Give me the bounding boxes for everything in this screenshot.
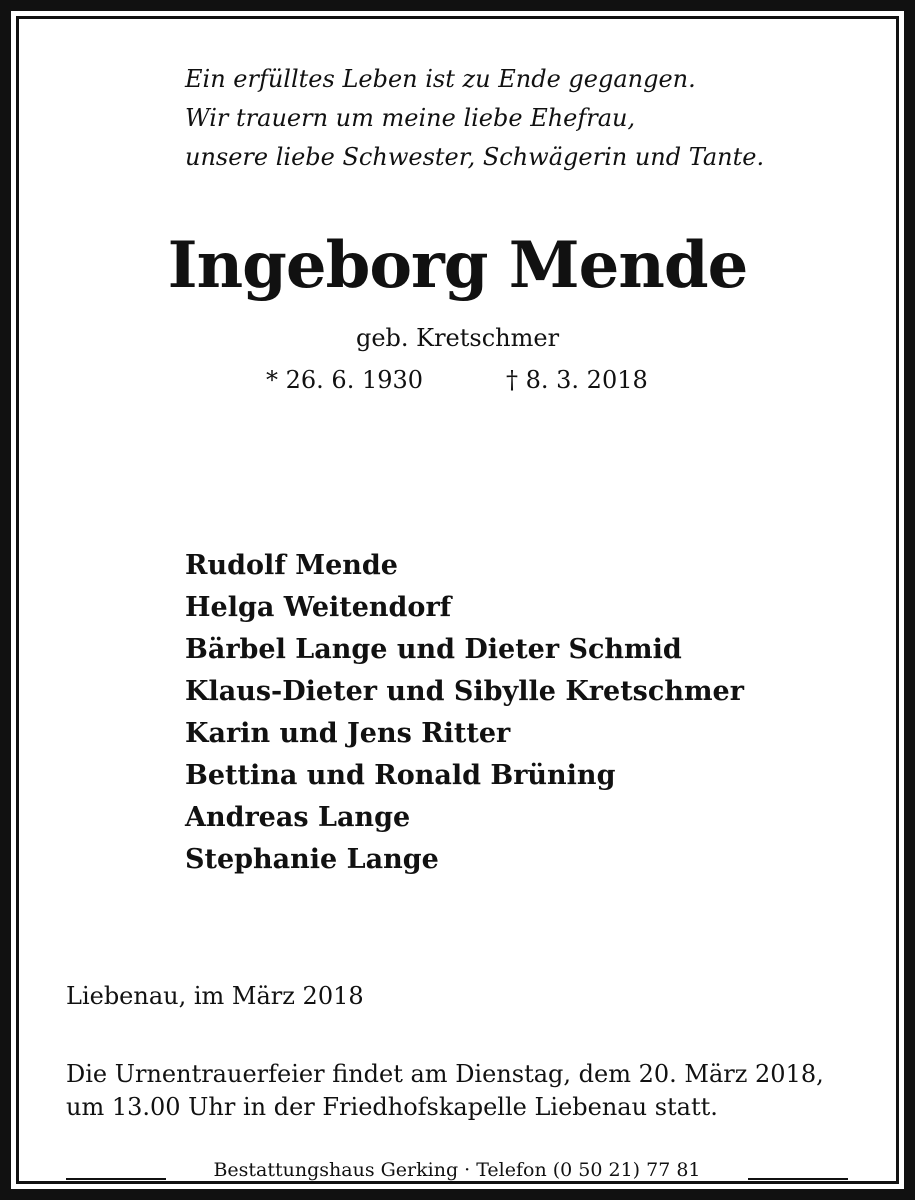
birth-date: * 26. 6. 1930 [266,366,424,394]
mourner-name: Rudolf Mende [185,550,398,581]
mourner-name: Bärbel Lange und Dieter Schmid [185,634,682,665]
footer-rule-right [748,1178,848,1180]
intro-text [185,60,885,177]
ceremony-notice [66,1058,896,1124]
maiden-name: geb. Kretschmer [355,324,560,352]
ceremony-line: um 13.00 Uhr in der Friedhofskapelle Liebenau statt. [66,1093,718,1121]
mourners-list [185,545,885,881]
funeral-home-contact: Bestattungshaus Gerking · Telefon (0 50 21) 77 81 [213,1159,701,1181]
footer-rule-left [66,1178,166,1180]
mourner-name: Karin und Jens Ritter [185,718,511,749]
ceremony-line: Die Urnentrauerfeier findet am Dienstag, dem 20. März 2018, [66,1060,824,1088]
mourner-name: Andreas Lange [185,802,411,833]
mourner-name: Helga Weitendorf [185,592,452,623]
intro-line: Wir trauern um meine liebe Ehefrau, [185,104,636,132]
mourner-name: Klaus-Dieter und Sibylle Kretschmer [185,676,744,707]
intro-line: Ein erfülltes Leben ist zu Ende gegangen. [185,65,696,93]
mourner-name: Bettina und Ronald Brüning [185,760,616,791]
deceased-name: Ingeborg Mende [167,228,748,303]
death-date: † 8. 3. 2018 [506,366,648,394]
mourner-name: Stephanie Lange [185,844,439,875]
intro-line: unsere liebe Schwester, Schwägerin und Tante. [185,143,765,171]
footer [0,1155,915,1185]
place-date: Liebenau, im März 2018 [66,982,364,1010]
